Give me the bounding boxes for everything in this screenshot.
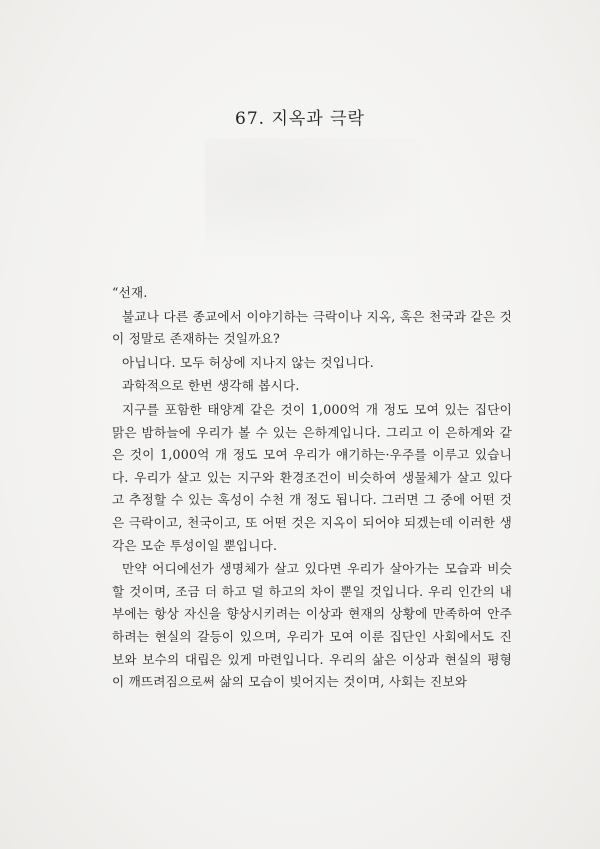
paragraph-1: “선재. bbox=[112, 285, 148, 300]
paragraph-5: 지구를 포함한 태양계 같은 것이 1,000억 개 정도 모여 있는 집단이 맑은 밤하늘에 우리가 볼 수 있는 은하계입니다. 그리고 이 은하계와 같은 것이 1,000억 개 정도 모여 우리가 얘기하는·우주를 이루고 있습니다. 우리가 살고 있는 지구와 환경조건이 비슷하여 생물체가 살고 있다고 추정할 수 있는 혹성이 수천 개 정도 됩니다. 그러면 그 중에 어떤 것은 극락이고, 천국이고, 또 어떤 것은 지옥이 되어야 되겠는데 이러한 생각은 모순 투성이일 뿐입니다. bbox=[112, 401, 512, 553]
chapter-title: 67. 지옥과 극락 bbox=[235, 109, 365, 129]
paragraph-4: 과학적으로 한번 생각해 봅시다. bbox=[122, 378, 300, 394]
scan-mark bbox=[530, 12, 560, 20]
body-text bbox=[112, 282, 512, 695]
paragraph-6: 만약 어디에선가 생명체가 살고 있다면 우리가 살아가는 모습과 비슷할 것이며, 조금 더 하고 덜 하고의 차이 뿐일 것입니다. 우리 인간의 내부에는 항상 자신을 향상시키려는 이상과 현재의 상황에 만족하여 안주하려는 현실의 갈등이 있으며, 우리가 모여 이룬 집단인 사회에서도 진보와 보수의 대립은 있게 마련입니다. 우리의 삶은 이상과 현실의 평형이 깨뜨려짐으로써 삶의 모습이 빚어지는 것이며, 사회는 진보와 bbox=[112, 561, 512, 690]
paragraph-3: 아닙니다. 모두 허상에 지나지 않는 것입니다. bbox=[122, 354, 375, 370]
paragraph-2: 불교나 다른 종교에서 이야기하는 극락이나 지옥, 혹은 천국과 같은 것이 정말로 존재하는 것일까요? bbox=[112, 308, 512, 347]
bleed-through-shadow bbox=[205, 138, 420, 256]
